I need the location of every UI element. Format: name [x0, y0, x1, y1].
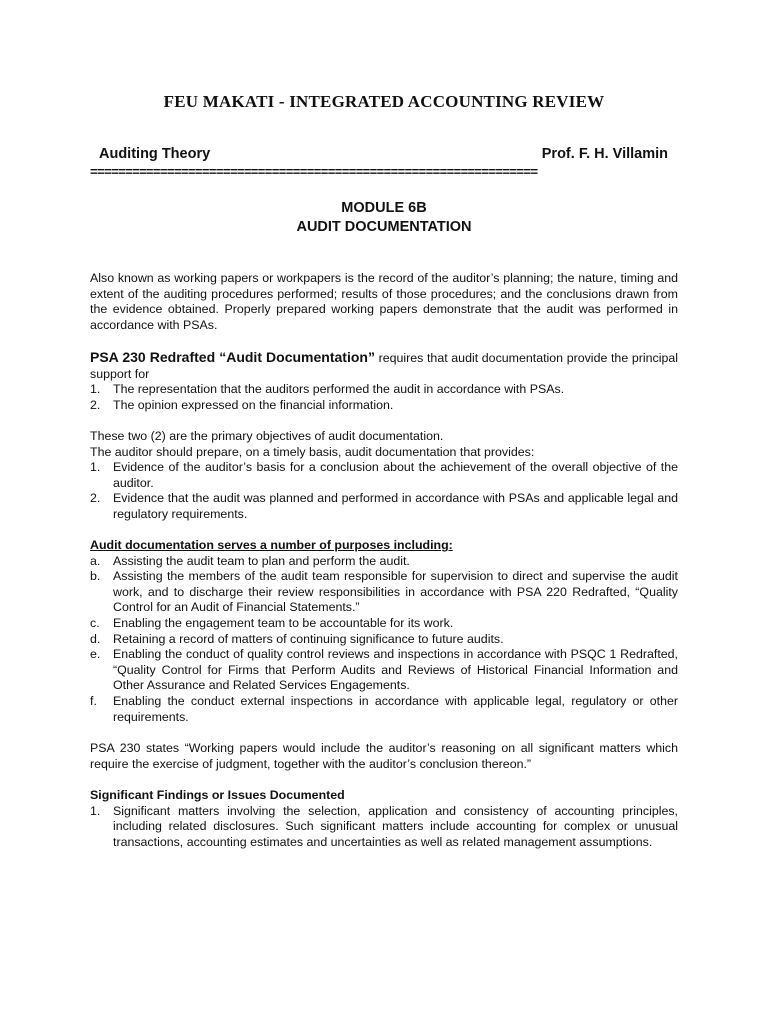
psa-quote-paragraph: PSA 230 states “Working papers would include the auditor’s reasoning on all significant matters which require the exercise of judgment, together with the auditor’s conclusion thereon.” — [90, 741, 678, 771]
professor-label: Prof. F. H. Villamin — [541, 146, 668, 162]
intro-paragraph: Also known as working papers or workpapers is the record of the auditor’s planning; the nature, timing and extent of the auditing procedures performed; results of those procedures; and the conclusions drawn from the evidence obtained. Properly prepared working papers demonstrate that the audit was performed in accordance with PSAs. — [90, 271, 678, 332]
psa230-section — [90, 350, 678, 413]
list-text: Retaining a record of matters of continuing significance to future audits. — [113, 631, 504, 646]
list-marker: b. — [90, 569, 101, 584]
objectives-list — [90, 460, 678, 522]
list-marker: 2. — [90, 491, 101, 506]
module-name: AUDIT DOCUMENTATION — [296, 219, 472, 235]
module-heading — [0, 199, 768, 237]
purposes-section — [90, 538, 678, 725]
list-item — [90, 694, 678, 725]
list-marker: 1. — [90, 803, 101, 818]
list-item — [90, 632, 678, 648]
list-text: Enabling the conduct of quality control reviews and inspections in accordance with PSQC 1 Redrafted, “Quality Control for Firms that Perform Audits and Reviews of Historical Financial Information and Other Assurance and Related Services Engagements. — [113, 647, 678, 693]
list-marker: d. — [90, 631, 101, 646]
list-marker: 1. — [90, 382, 101, 397]
list-item — [90, 398, 678, 414]
list-text: Evidence of the auditor’s basis for a conclusion about the achievement of the overall objective of the auditor. — [113, 460, 678, 490]
psa230-paragraph — [90, 350, 678, 382]
list-text: Evidence that the audit was planned and performed in accordance with PSAs and applicable legal and regulatory requirements. — [113, 491, 678, 521]
list-marker: a. — [90, 553, 101, 568]
objectives-section — [90, 429, 678, 523]
module-number: MODULE 6B — [341, 200, 427, 216]
list-text: Significant matters involving the selection, application and consistency of accounting principles, including related disclosures. Such significant matters include accounting for complex or unusual transactions, accounting estimates and uncertainties as well as related management assumptions. — [113, 803, 678, 849]
list-text: The representation that the auditors performed the audit in accordance with PSAs. — [113, 382, 565, 397]
list-text: Enabling the conduct external inspections in accordance with applicable legal, regulatory or other requirements. — [113, 693, 678, 724]
list-item — [90, 804, 678, 851]
list-item — [90, 460, 678, 491]
psa230-heading: PSA 230 Redrafted “Audit Documentation” — [90, 349, 375, 365]
findings-section — [90, 788, 678, 850]
list-text: The opinion expressed on the financial information. — [113, 397, 394, 412]
purposes-heading: Audit documentation serves a number of purposes including: — [90, 538, 453, 552]
list-item — [90, 647, 678, 694]
list-text: Enabling the engagement team to be accountable for its work. — [113, 615, 454, 630]
findings-heading: Significant Findings or Issues Documented — [90, 788, 345, 802]
objectives-line-1: These two (2) are the primary objectives of audit documentation. — [90, 429, 444, 443]
list-item — [90, 491, 678, 522]
findings-list — [90, 804, 678, 851]
list-item — [90, 569, 678, 616]
list-item — [90, 554, 678, 570]
list-marker: 1. — [90, 460, 101, 475]
list-item — [90, 616, 678, 632]
intro-section — [90, 271, 678, 333]
list-item — [90, 382, 678, 398]
purposes-list — [90, 554, 678, 726]
psa-quote-section — [90, 741, 678, 772]
list-marker: f. — [90, 693, 97, 708]
list-text: Assisting the members of the audit team responsible for supervision to direct and supervise the audit work, and to discharge their review responsibilities in accordance with PSA 220 Redrafted, “Quality Control for an Audit of Financial Statements.” — [113, 569, 678, 615]
objectives-line-2: The auditor should prepare, on a timely basis, audit documentation that provides: — [90, 444, 535, 459]
list-marker: 2. — [90, 397, 101, 412]
list-marker: c. — [90, 615, 100, 630]
separator-rule: ================================================================ — [90, 164, 538, 179]
psa230-text: requires that audit documentation provide the principal support for — [90, 351, 678, 381]
subject-label: Auditing Theory — [99, 146, 211, 162]
psa230-list — [90, 382, 678, 413]
list-text: Assisting the audit team to plan and perform the audit. — [113, 553, 410, 568]
document-title: FEU MAKATI - INTEGRATED ACCOUNTING REVIEW — [163, 92, 605, 111]
list-marker: e. — [90, 647, 101, 662]
